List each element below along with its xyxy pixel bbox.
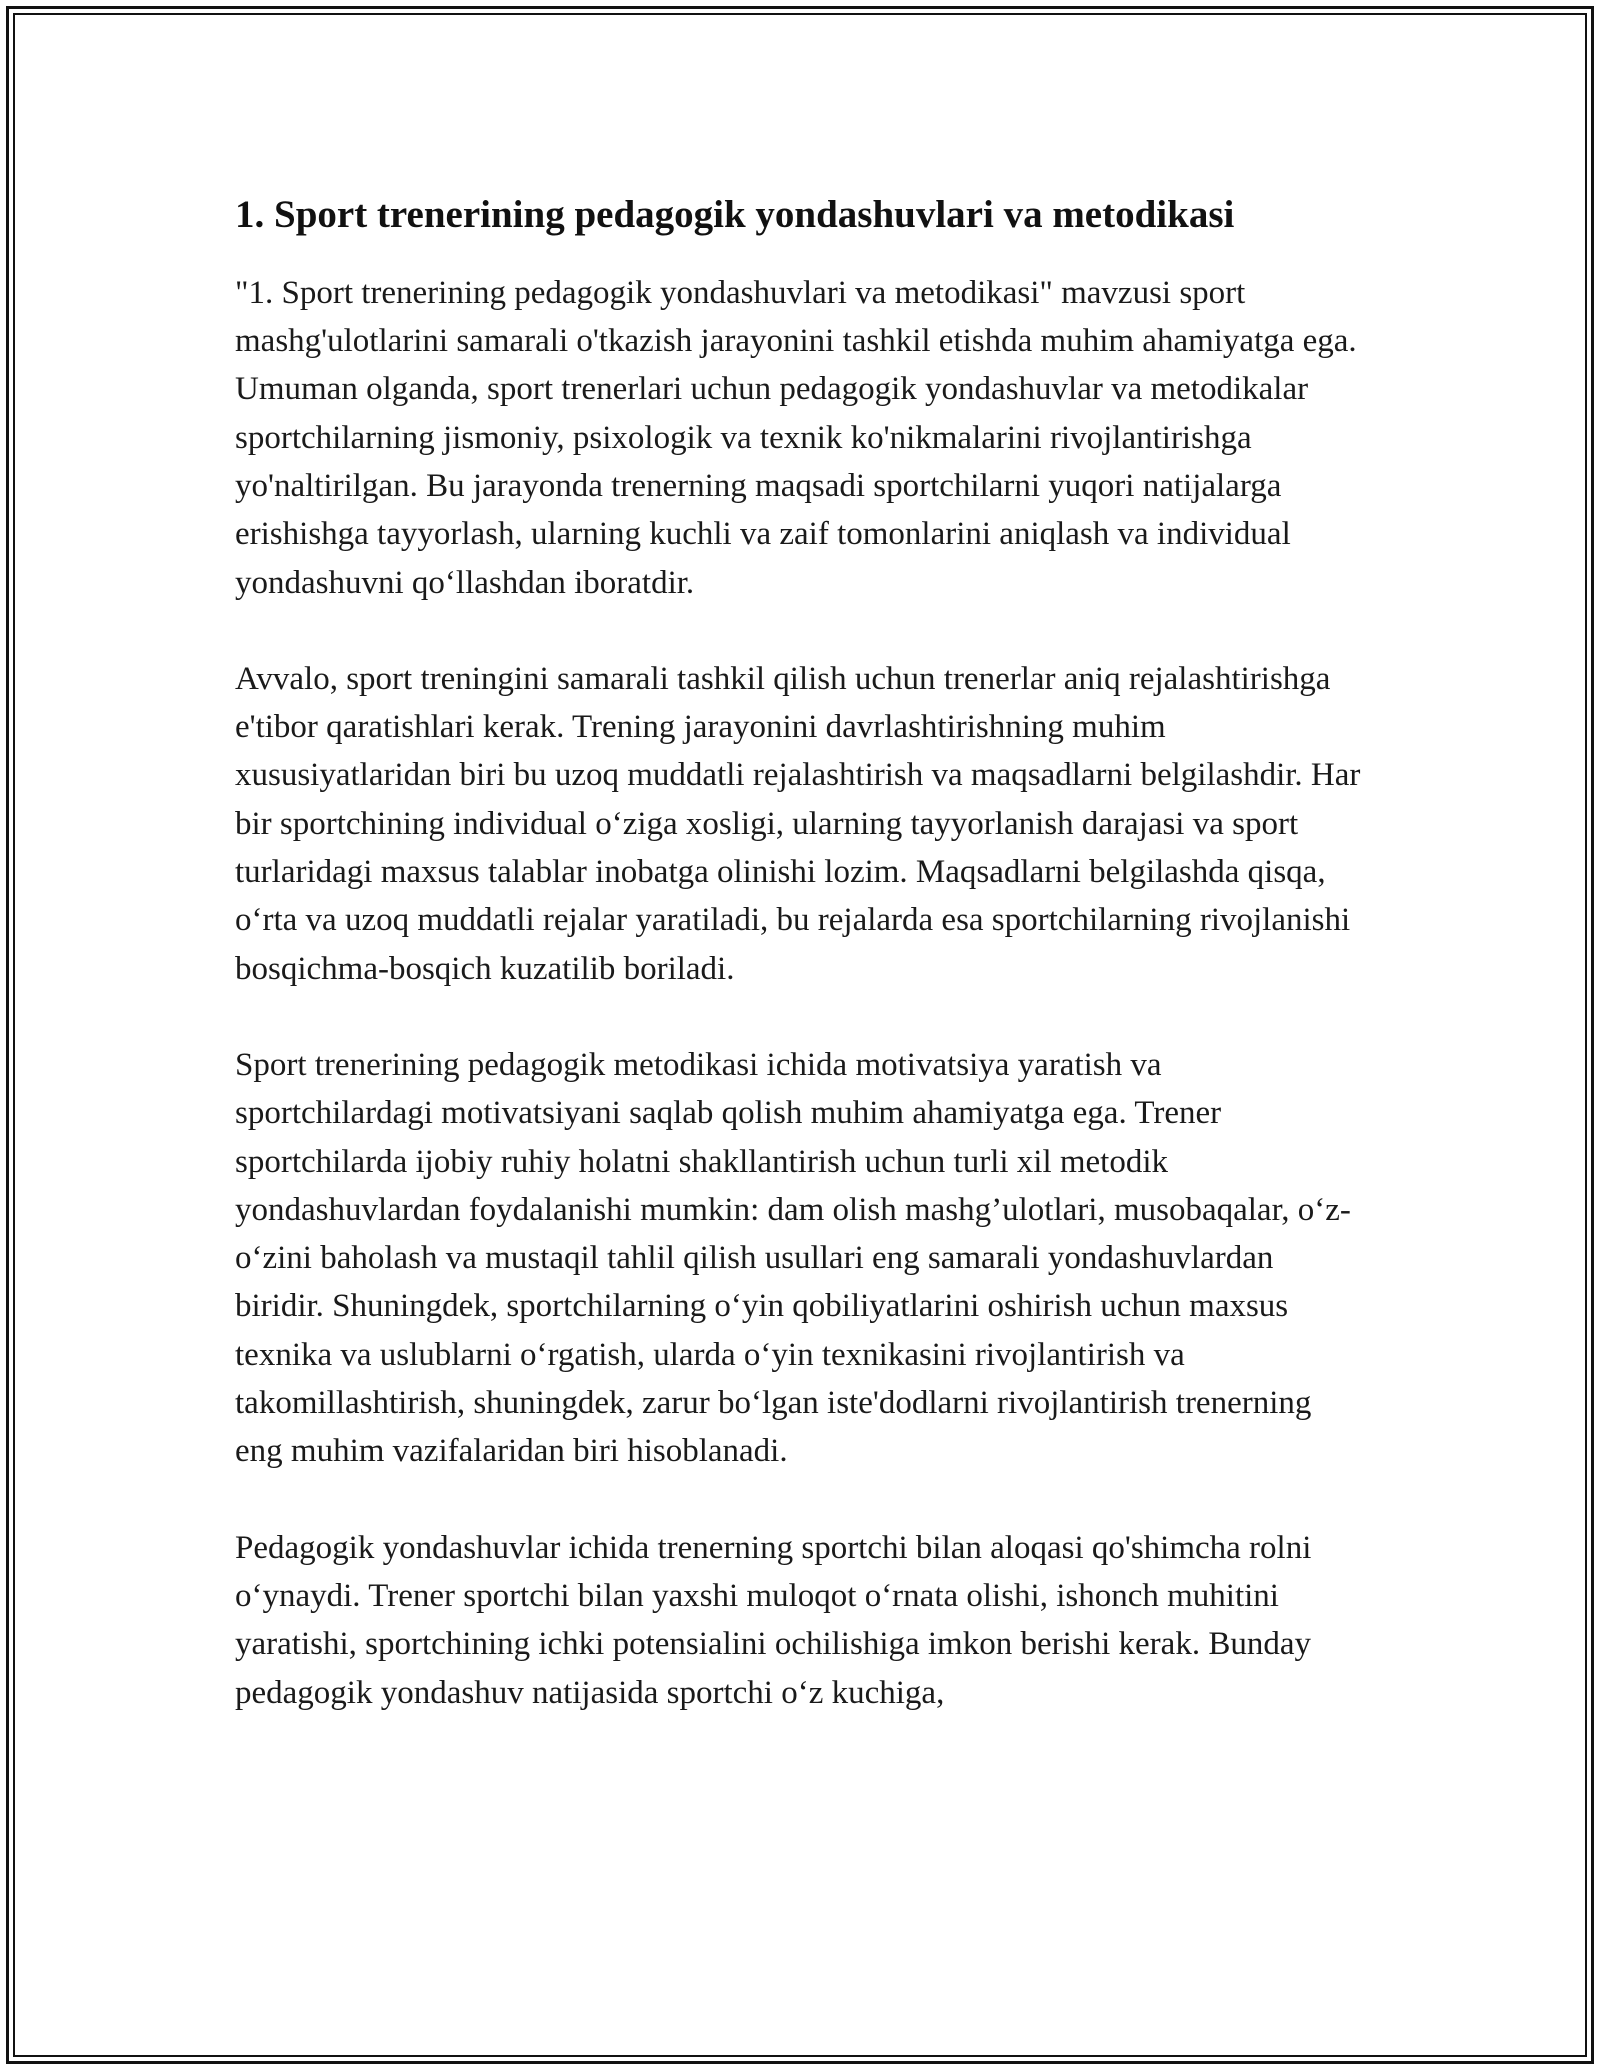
section-heading: 1. Sport trenerining pedagogik yondashuvlari va metodikasi <box>235 193 1235 236</box>
paragraph-4: Pedagogik yondashuvlar ichida trenerning sportchi bilan aloqasi qo'shimcha rolni o‘ynaydi. Trener sportchi bilan yaxshi muloqot o‘rnata olishi, ishonch muhitini yaratishi, sportchining ichki potensialini ochilishiga imkon berishi kerak. Bunday pedagogik yondashuv natijasida sportchi o‘z kuchiga, <box>235 1529 1312 1711</box>
paragraph-1: "1. Sport trenerining pedagogik yondashuvlari va metodikasi" mavzusi sport mashg'ulotlarini samarali o'tkazish jarayonini tashkil etishda muhim ahamiyatga ega. Umuman olganda, sport trenerlari uchun pedagogik yondashuvlar va metodikalar sportchilarning jismoniy, psixologik va texnik ko'nikmalarini rivojlantirishga yo'naltirilgan. Bu jarayonda trenerning maqsadi sportchilarni yuqori natijalarga erishishga tayyorlash, ularning kuchli va zaif tomonlarini aniqlash va individual yondashuvni qo‘llashdan iboratdir. <box>235 274 1357 601</box>
paragraph-3: Sport trenerining pedagogik metodikasi ichida motivatsiya yaratish va sportchilardagi motivatsiyani saqlab qolish muhim ahamiyatga ega. Trener sportchilarda ijobiy ruhiy holatni shakllantirish uchun turli xil metodik yondashuvlardan foydalanishi mumkin: dam olish mashg’ulotlari, musobaqalar, o‘z-o‘zini baholash va mustaqil tahlil qilish usullari eng samarali yondashuvlardan biridir. Shuningdek, sportchilarning o‘yin qobiliyatlarini oshirish uchun maxsus texnika va uslublarni o‘rgatish, ularda o‘yin texnikasini rivojlantirish va takomillashtirish, shuningdek, zarur bo‘lgan iste'dodlarni rivojlantirish trenerning eng muhim vazifalaridan biri hisoblanadi. <box>235 1046 1351 1470</box>
document-body <box>235 180 1365 1765</box>
paragraph-2: Avvalo, sport treningini samarali tashkil qilish uchun trenerlar aniq rejalashtirishga e'tibor qaratishlari kerak. Trening jarayonini davrlashtirishning muhim xususiyatlaridan biri bu uzoq muddatli rejalashtirish va maqsadlarni belgilashdir. Har bir sportchining individual o‘ziga xosligi, ularning tayyorlanish darajasi va sport turlaridagi maxsus talablar inobatga olinishi lozim. Maqsadlarni belgilashda qisqa, o‘rta va uzoq muddatli rejalar yaratiladi, bu rejalarda esa sportchilarning rivojlanishi bosqichma-bosqich kuzatilib boriladi. <box>235 660 1361 987</box>
